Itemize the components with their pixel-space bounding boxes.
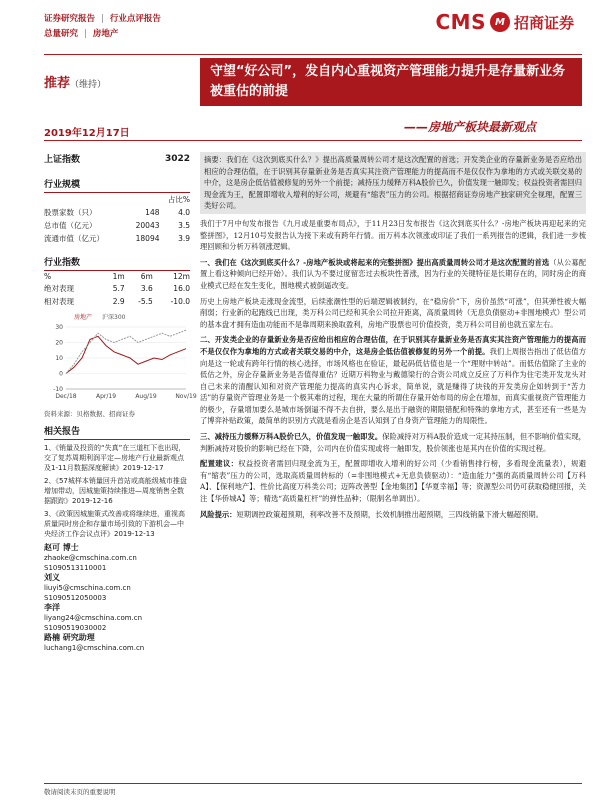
risk-text: 短期调控政策超预期，利率改善不及预期，长效机制推出超预期，三四线销量下滑大幅超预期。 — [236, 509, 543, 519]
logo-cn: 招商证券 — [513, 13, 574, 32]
report-category: 行业点评报告 — [109, 14, 161, 24]
analyst: 李洋 liyang24@cmschina.com.cn S1090519030002 — [44, 603, 190, 633]
report-type: 总量研究 — [44, 29, 79, 39]
risk-title: 风险提示： — [200, 509, 237, 519]
section-3 — [200, 431, 586, 454]
y-tick-label: 10 — [55, 355, 63, 362]
y-tick-label: -10 — [53, 386, 63, 393]
header-divider — [44, 54, 582, 55]
y-tick-label: 0 — [59, 370, 63, 378]
intro-paragraph: 我们于7月中旬发布报告《九月或是重要布局点》，于11月23日发布报告《这次到底买什么？-房地产板块再迎起来的完整拼图》，12月10号发报告认为接下来或有跨年行情。而万科本次领涨或印证了我们一系列报告的逻辑，我们进一步梳理回顾和分析万科领涨逻辑。 — [200, 218, 586, 252]
table-row: 总市值（亿元） 20043 3.5 — [44, 221, 190, 230]
index-value: 3022 — [164, 153, 190, 164]
chart-source: 资料来源：贝格数据、招商证券 — [44, 410, 135, 418]
analyst-email[interactable]: liyang24@cmschina.com.cn — [44, 614, 143, 622]
table-row: 绝对表现 5.7 3.6 16.0 — [44, 284, 190, 293]
basic-heading: 行业规模 — [44, 177, 190, 193]
related-item[interactable]: 3、《政策因城施策式改善或将继续进，重视高质量同时房企和存量市场引致的下游机会—中央经济工作会议点评》2019-12-13 — [44, 510, 185, 538]
logo-cms: CMS — [435, 10, 486, 34]
related-list — [44, 443, 190, 539]
performance-chart — [44, 312, 197, 407]
report-body — [200, 152, 586, 524]
section-1-title: 一、我们在《这次到底买什么？-房地产板块或将起来的完整拼图》提出高质量周转公司才是这次配置的首选 — [200, 257, 550, 267]
analyst-list — [44, 543, 190, 653]
report-industry: 房地产 — [92, 29, 119, 39]
advice-title: 配置建议： — [200, 459, 239, 469]
section-3-title: 三、减持压力缓释万科A股价已久，价值发现一触即发。 — [200, 432, 383, 442]
report-date: 2019年12月17日 — [44, 128, 130, 139]
legend-series-2: 沪深300 — [102, 314, 126, 321]
series-line-1 — [66, 336, 186, 373]
section-1 — [200, 257, 586, 292]
chart-legend — [44, 312, 190, 321]
rating-note: （维持） — [70, 80, 107, 90]
advice — [200, 458, 586, 504]
perf-table — [44, 271, 190, 308]
paragraph-2: 历史上房地产板块走涨现金流型，后续涨潮性型的后端逻辑被制约，在“稳房价”下，房价虽然“可涨”，但其弹性被大幅削弱；行业新的起跑线已出现，类万科公司已经和其余公司拉开距离，高质量周转（无息负债驱动+非围地模式）型公司的基本盘才拥有造血功能而不是靠周期来换取盈利，房地产股票也可价值投资，类万科公司目前也就五家左右。 — [200, 296, 586, 329]
section-2-text: 我们上周报告指出了低估值方向是这一轮或有跨年行情的核心选择，市场风格也在验证，最起码低估值也是一个“理财中转站”。而低估值除了主业的低估之外，房企存量新业务是否值得重估？近期万科物业与戴德梁行的合资公司成立反应了万科作为住宅类开发龙头对自己未来的清醒认知和对资产管理能力提高的真实内心诉求，简单说，就是赚得了块钱的开发类房企如转到于“苦力活”的存量资产管理业务是一个极其难的过程，现在大量的所谓住存量开始布局的房企在增加，而真实重视资产管理能力的极少，存量增加要么是城市场倒逼不得不去自拼，要么是出于融资的期限错配和特殊的拿地方式，甚至还有一些是为了博弈补贴政策，最简单的识别方式就是看房企是否认知到了自身资产管理能力的局限性。 — [200, 346, 586, 426]
x-tick-label: Nov/19 — [175, 393, 197, 400]
footer-divider — [44, 783, 582, 784]
basic-table — [44, 193, 190, 245]
section-3-text: 保险减持对万科A股价造成一定其持压制，但不影响价值实现，判断减持对股价的影响已经在下降，公司内在价值实现或将一触即发，股价领涨也是其内在价值的实现过程。 — [200, 432, 586, 453]
title-divider — [44, 140, 582, 141]
rating-label: 推荐 — [44, 76, 71, 91]
index-label: 上证指数 — [44, 155, 81, 165]
section-2 — [200, 334, 586, 427]
report-series: 证券研究报告 — [44, 14, 96, 24]
analyst: 路楠 研究助理 luchang1@cmschina.com.cn — [44, 633, 190, 653]
table-row: 相对表现 2.9 -5.5 -10.0 — [44, 297, 190, 306]
x-tick-label: Apr/19 — [95, 393, 117, 400]
series-line-2 — [66, 330, 186, 373]
sidebar — [44, 152, 197, 653]
abstract: 摘要：我们在《这次到底买什么？》提出高质量周转公司才是这次配置的首选；开发类企业的存量新业务是否应给出相应的合理估值，在于识别其存量新业务是否真实其注资产管理能力的提高而不是仅仅作为拿地的方式或关联交易的中介，这是房企低估值被修复的另外一个前提；减持压力缓释万科A股价已久，价值发现一触即发；权益投资者需回归现金流为王，配置即增收入增利的好公司，规避有“缩表”压力的公司。根据招商证券房地产独家研究全视理，配置三类好公司。 — [200, 152, 586, 214]
analyst-email[interactable]: luchang1@cmschina.com.cn — [44, 644, 145, 652]
advice-text: 权益投资者需回归现金流为王，配置即增收入增利的好公司（少看销售排行榜，多看现金流量表），规避有“缩表”压力的公司，选取高质量周转标的（=非围地模式+无息负债驱动）：“造血能力”强的高质量周转公司【万科A】、【保利地产】、性价比高度万科类公司；迈阵改善型【金地集团】【华夏幸福】等；资源型公司仍可获取稳健回报，关注【华侨城A】等；精选“高质量杠杆”的弹性品种；（限制名单调出）。 — [200, 459, 586, 504]
index-row — [44, 152, 190, 165]
analyst-email[interactable]: zhaoke@cmschina.com.cn — [44, 554, 137, 562]
analyst: 刘义 liuyi5@cmschina.com.cn S1090512050003 — [44, 573, 190, 603]
logo-badge-icon: M — [490, 12, 510, 32]
x-tick-label: Dec/18 — [55, 393, 77, 400]
legend-series-1: 房地产 — [74, 314, 93, 321]
perf-heading: 行业指数 — [44, 255, 190, 271]
report-subtitle: ——房地产板块最新观点 — [404, 120, 537, 134]
related-item[interactable]: 2、《57城样本销量回升首站或高能级城市推盘增加带动，因城施策持续推进—周度销售全数据跟踪》2019-12-16 — [44, 477, 187, 505]
section-2-title: 二、开发类企业的存量新业务是否应给出相应的合理估值，在于识别其存量新业务是否真实其注资产管理能力的提高而不是仅仅作为拿地的方式或者关联交易的中介，这是房企低估值被修复的另外一个前提。 — [200, 335, 586, 356]
related-item[interactable]: 1、《销量及投资的“失真”在三道杠下也出现，交了复苏周期利润平定—房地产行业最新观点及1-11月数据深度解读》2019-12-17 — [44, 444, 186, 472]
chart-svg — [44, 321, 197, 405]
section-1-text: （从公募配置上看这种倾向已经开始）。我们认为不要过度留恋过去板块性普涨，因为行业的关键特征是长期存在的，同时房企的商业模式已经在发生变化，围地模式被倒逼改变。 — [200, 257, 587, 290]
table-row: 流通市值（亿元） 18094 3.9 — [44, 234, 190, 243]
risk — [200, 509, 586, 521]
y-tick-label: 30 — [55, 324, 63, 331]
analyst-email[interactable]: liuyi5@cmschina.com.cn — [44, 584, 131, 592]
table-row: 股票家数（只） 148 4.0 — [44, 208, 190, 217]
y-tick-label: 20 — [55, 339, 63, 347]
report-title: 守望“好公司”，发自内心重视资产管理能力提升是存量新业务被重估的前提 — [200, 58, 582, 106]
share-header: 占比% — [167, 195, 190, 204]
related-heading: 相关报告 — [44, 424, 190, 440]
rating — [44, 72, 106, 91]
company-logo — [436, 10, 575, 34]
report-header: 证券研究报告 | 行业点评报告 总量研究 | 房地产 — [44, 14, 161, 39]
x-tick-label: Aug/19 — [135, 393, 157, 400]
footer-note: 敬请阅读末页的重要说明 — [44, 788, 116, 796]
table-header: % 1m 6m 12m — [44, 272, 190, 281]
analyst: 赵可 博士 zhaoke@cmschina.com.cn S1090513110001 — [44, 543, 190, 573]
